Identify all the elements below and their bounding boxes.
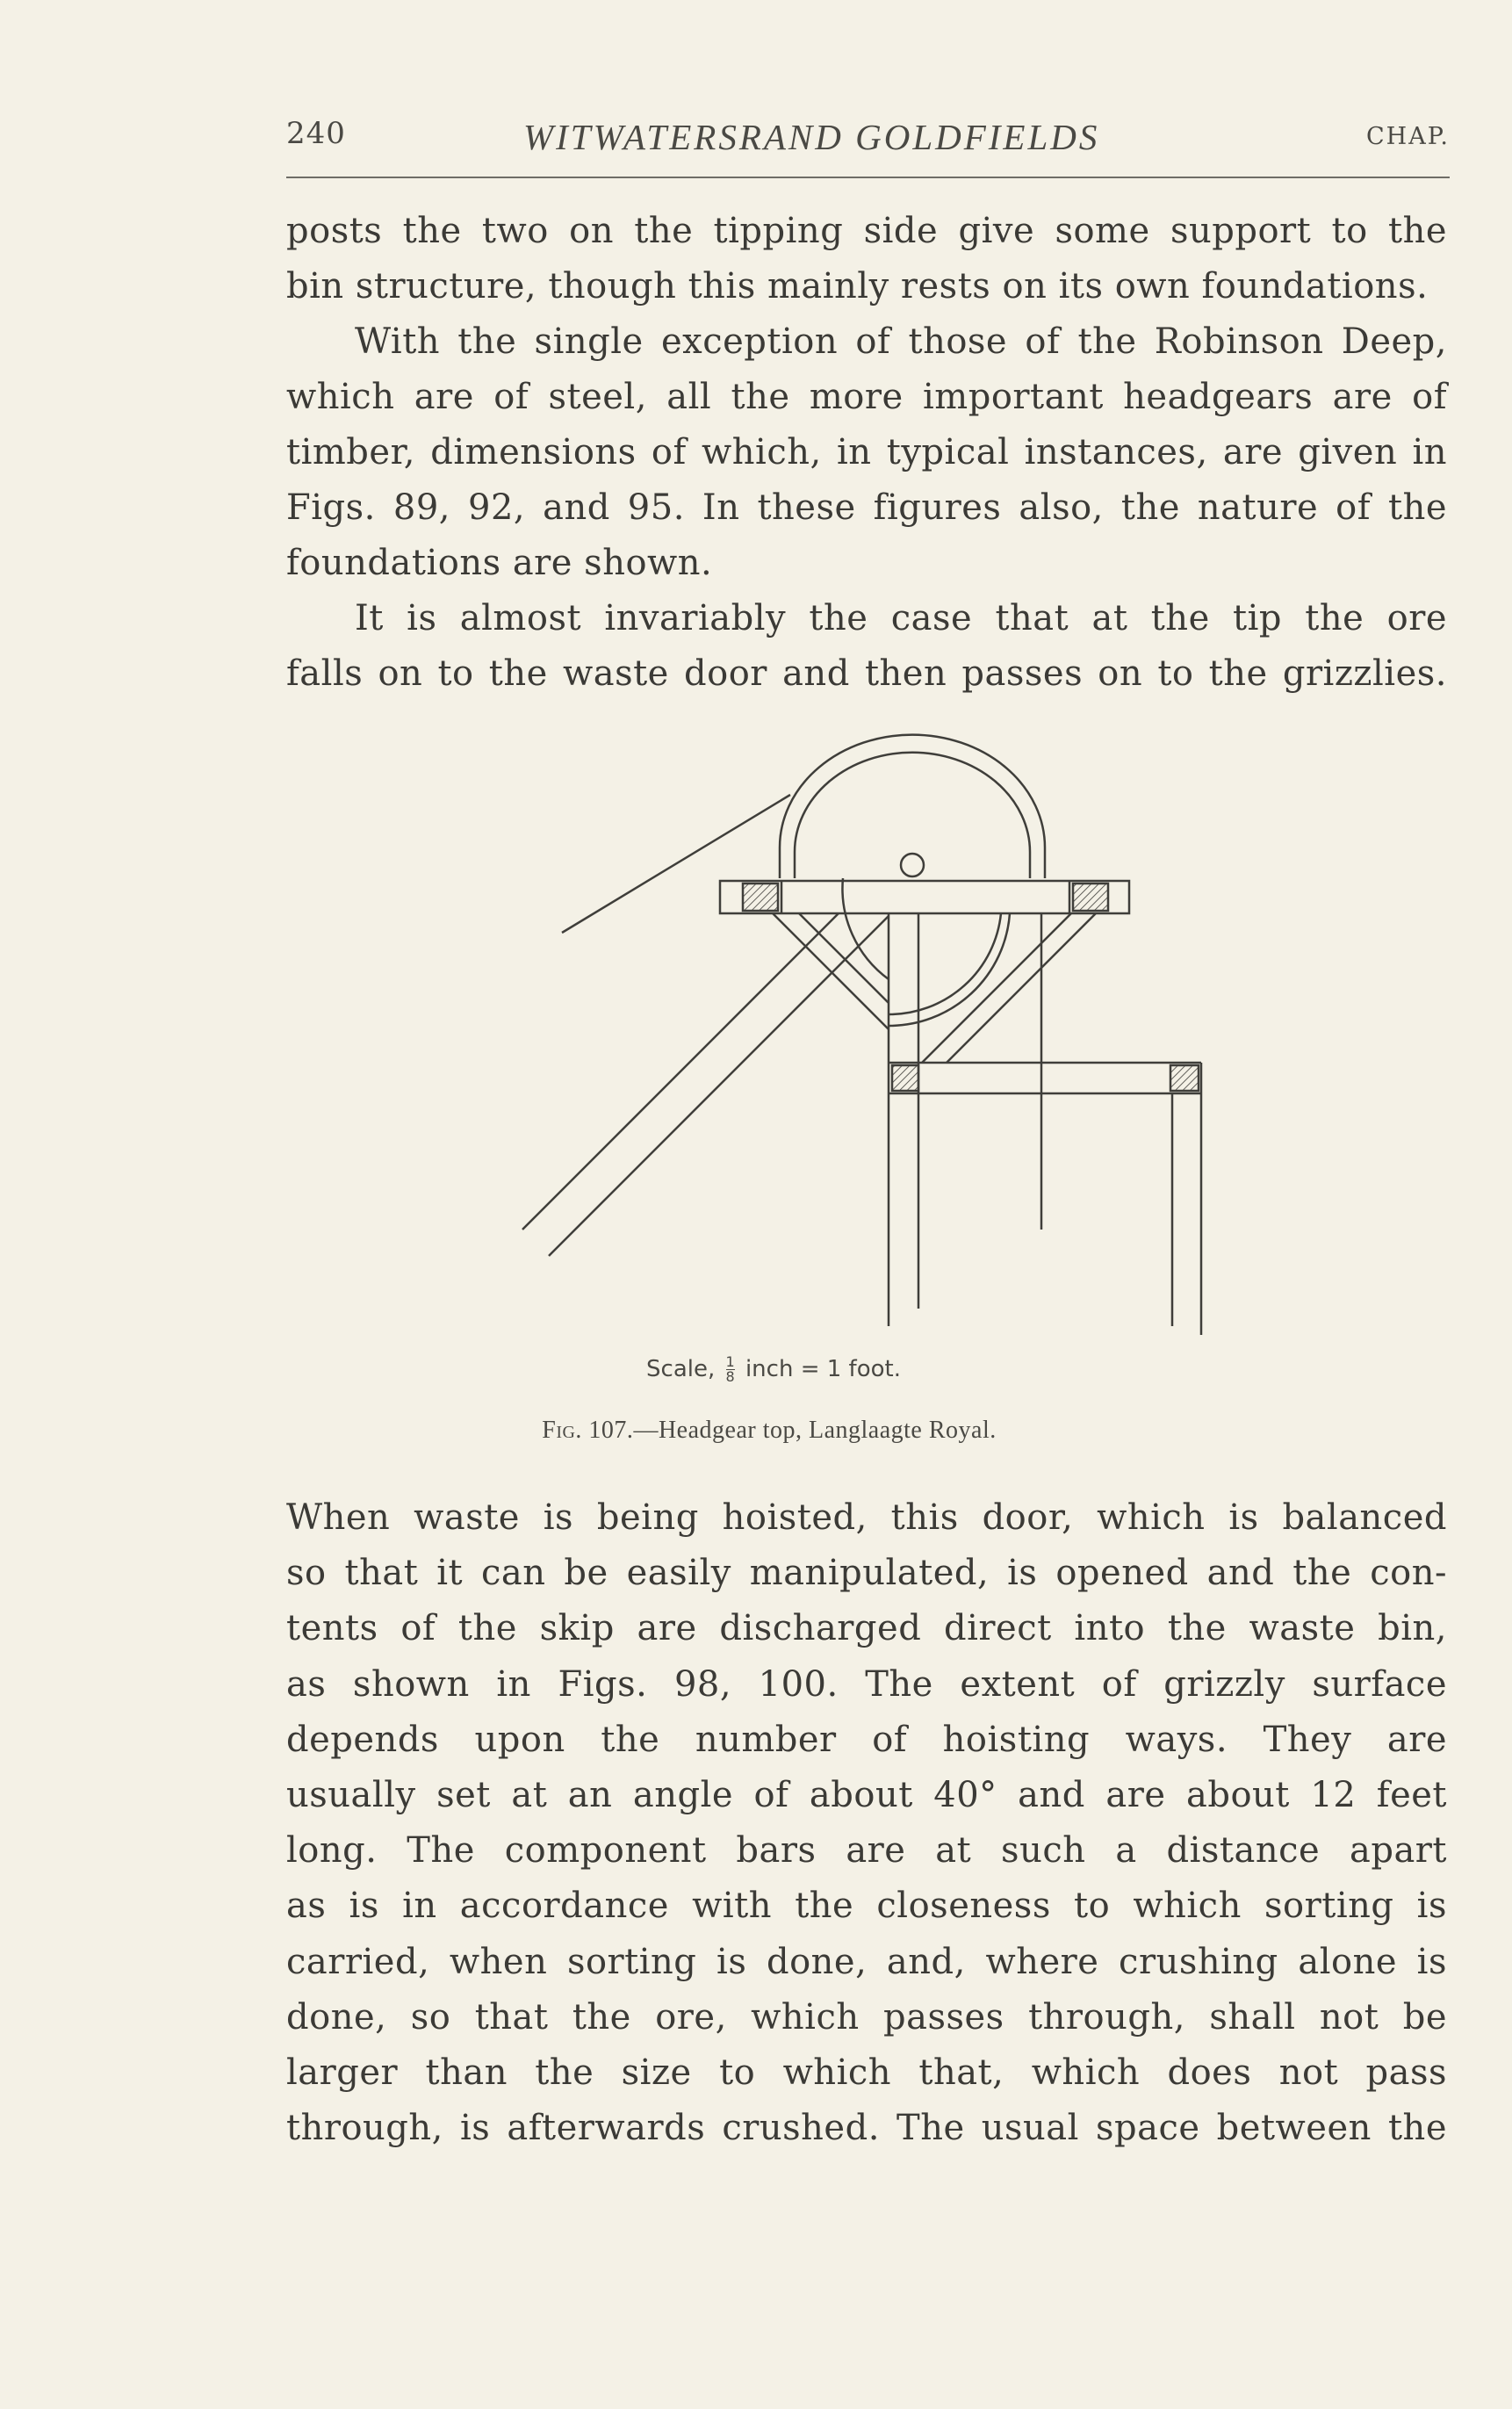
text-line: as is in accordance with the closeness to which sorting is: [286, 1886, 1447, 1927]
chapter-label: CHAP.: [1366, 123, 1450, 150]
text-line: through, is afterwards crushed. The usual space between the: [286, 2108, 1447, 2149]
body-text-top: [286, 204, 1447, 702]
text-line: usually set at an angle of about 40° and are about 12 feet: [286, 1774, 1447, 1815]
figure-caption: [0, 1417, 1512, 1445]
text-line: carried, when sorting is done, and, where crushing alone is: [286, 1941, 1447, 1982]
text-line: as shown in Figs. 98, 100. The extent of grizzly surface: [286, 1663, 1447, 1705]
text-line: which are of steel, all the more important headgears are of: [286, 377, 1447, 417]
figure-caption-text: —Headgear top, Langlaagte Royal.: [633, 1417, 997, 1444]
back-legs: [522, 913, 889, 1256]
running-head: [286, 116, 1450, 165]
text-line: falls on to the waste door and then passes on to the grizzlies.: [286, 653, 1447, 694]
lower-beam: [889, 1063, 1201, 1093]
text-line: done, so that the ore, which passes through, shall not be: [286, 1996, 1447, 2038]
text-line: larger than the size to which that, which does not pass: [286, 2052, 1447, 2093]
text-line: long. The component bars are at such a distance apart: [286, 1830, 1447, 1872]
scale-caption: [0, 1355, 1512, 1384]
body-text-bottom: [286, 1490, 1447, 2156]
text-line: timber, dimensions of which, in typical instances, are given in: [286, 432, 1447, 472]
running-title: WITWATERSRAND GOLDFIELDS: [523, 117, 1100, 157]
cross-beam-top: [720, 881, 1129, 913]
figure-label: Fig. 107.: [542, 1417, 634, 1444]
diagonal-braces: [773, 913, 1096, 1063]
header-rule: [286, 177, 1450, 178]
text-line: bin structure, though this mainly rests on its own foundations.: [286, 266, 1429, 307]
page-number: 240: [286, 116, 346, 151]
text-line: When waste is being hoisted, this door, which is balanced: [286, 1497, 1447, 1538]
text-line: depends upon the number of hoisting ways. They are: [286, 1719, 1447, 1760]
text-line: so that it can be easily manipulated, is opened and the con-: [286, 1553, 1447, 1594]
scale-prefix: Scale,: [646, 1356, 716, 1382]
text-line: With the single exception of those of the Robinson Deep,: [355, 321, 1447, 362]
posts: [889, 913, 1201, 1335]
scale-suffix: inch = 1 foot.: [745, 1356, 901, 1382]
text-line: It is almost invariably the case that at the tip the ore: [355, 598, 1447, 638]
scale-fraction: [726, 1355, 735, 1384]
headgear-diagram: [492, 729, 1229, 1344]
rope-line: [562, 795, 790, 933]
text-line: posts the two on the tipping side give some support to the: [286, 211, 1447, 251]
text-line: tents of the skip are discharged direct into the waste bin,: [286, 1608, 1447, 1649]
text-line: Figs. 89, 92, and 95. In these figures also, the nature of the: [286, 487, 1447, 528]
scale-numerator: 1: [725, 1353, 735, 1370]
scale-denominator: 8: [725, 1368, 735, 1385]
text-line: foundations are shown.: [286, 543, 713, 583]
